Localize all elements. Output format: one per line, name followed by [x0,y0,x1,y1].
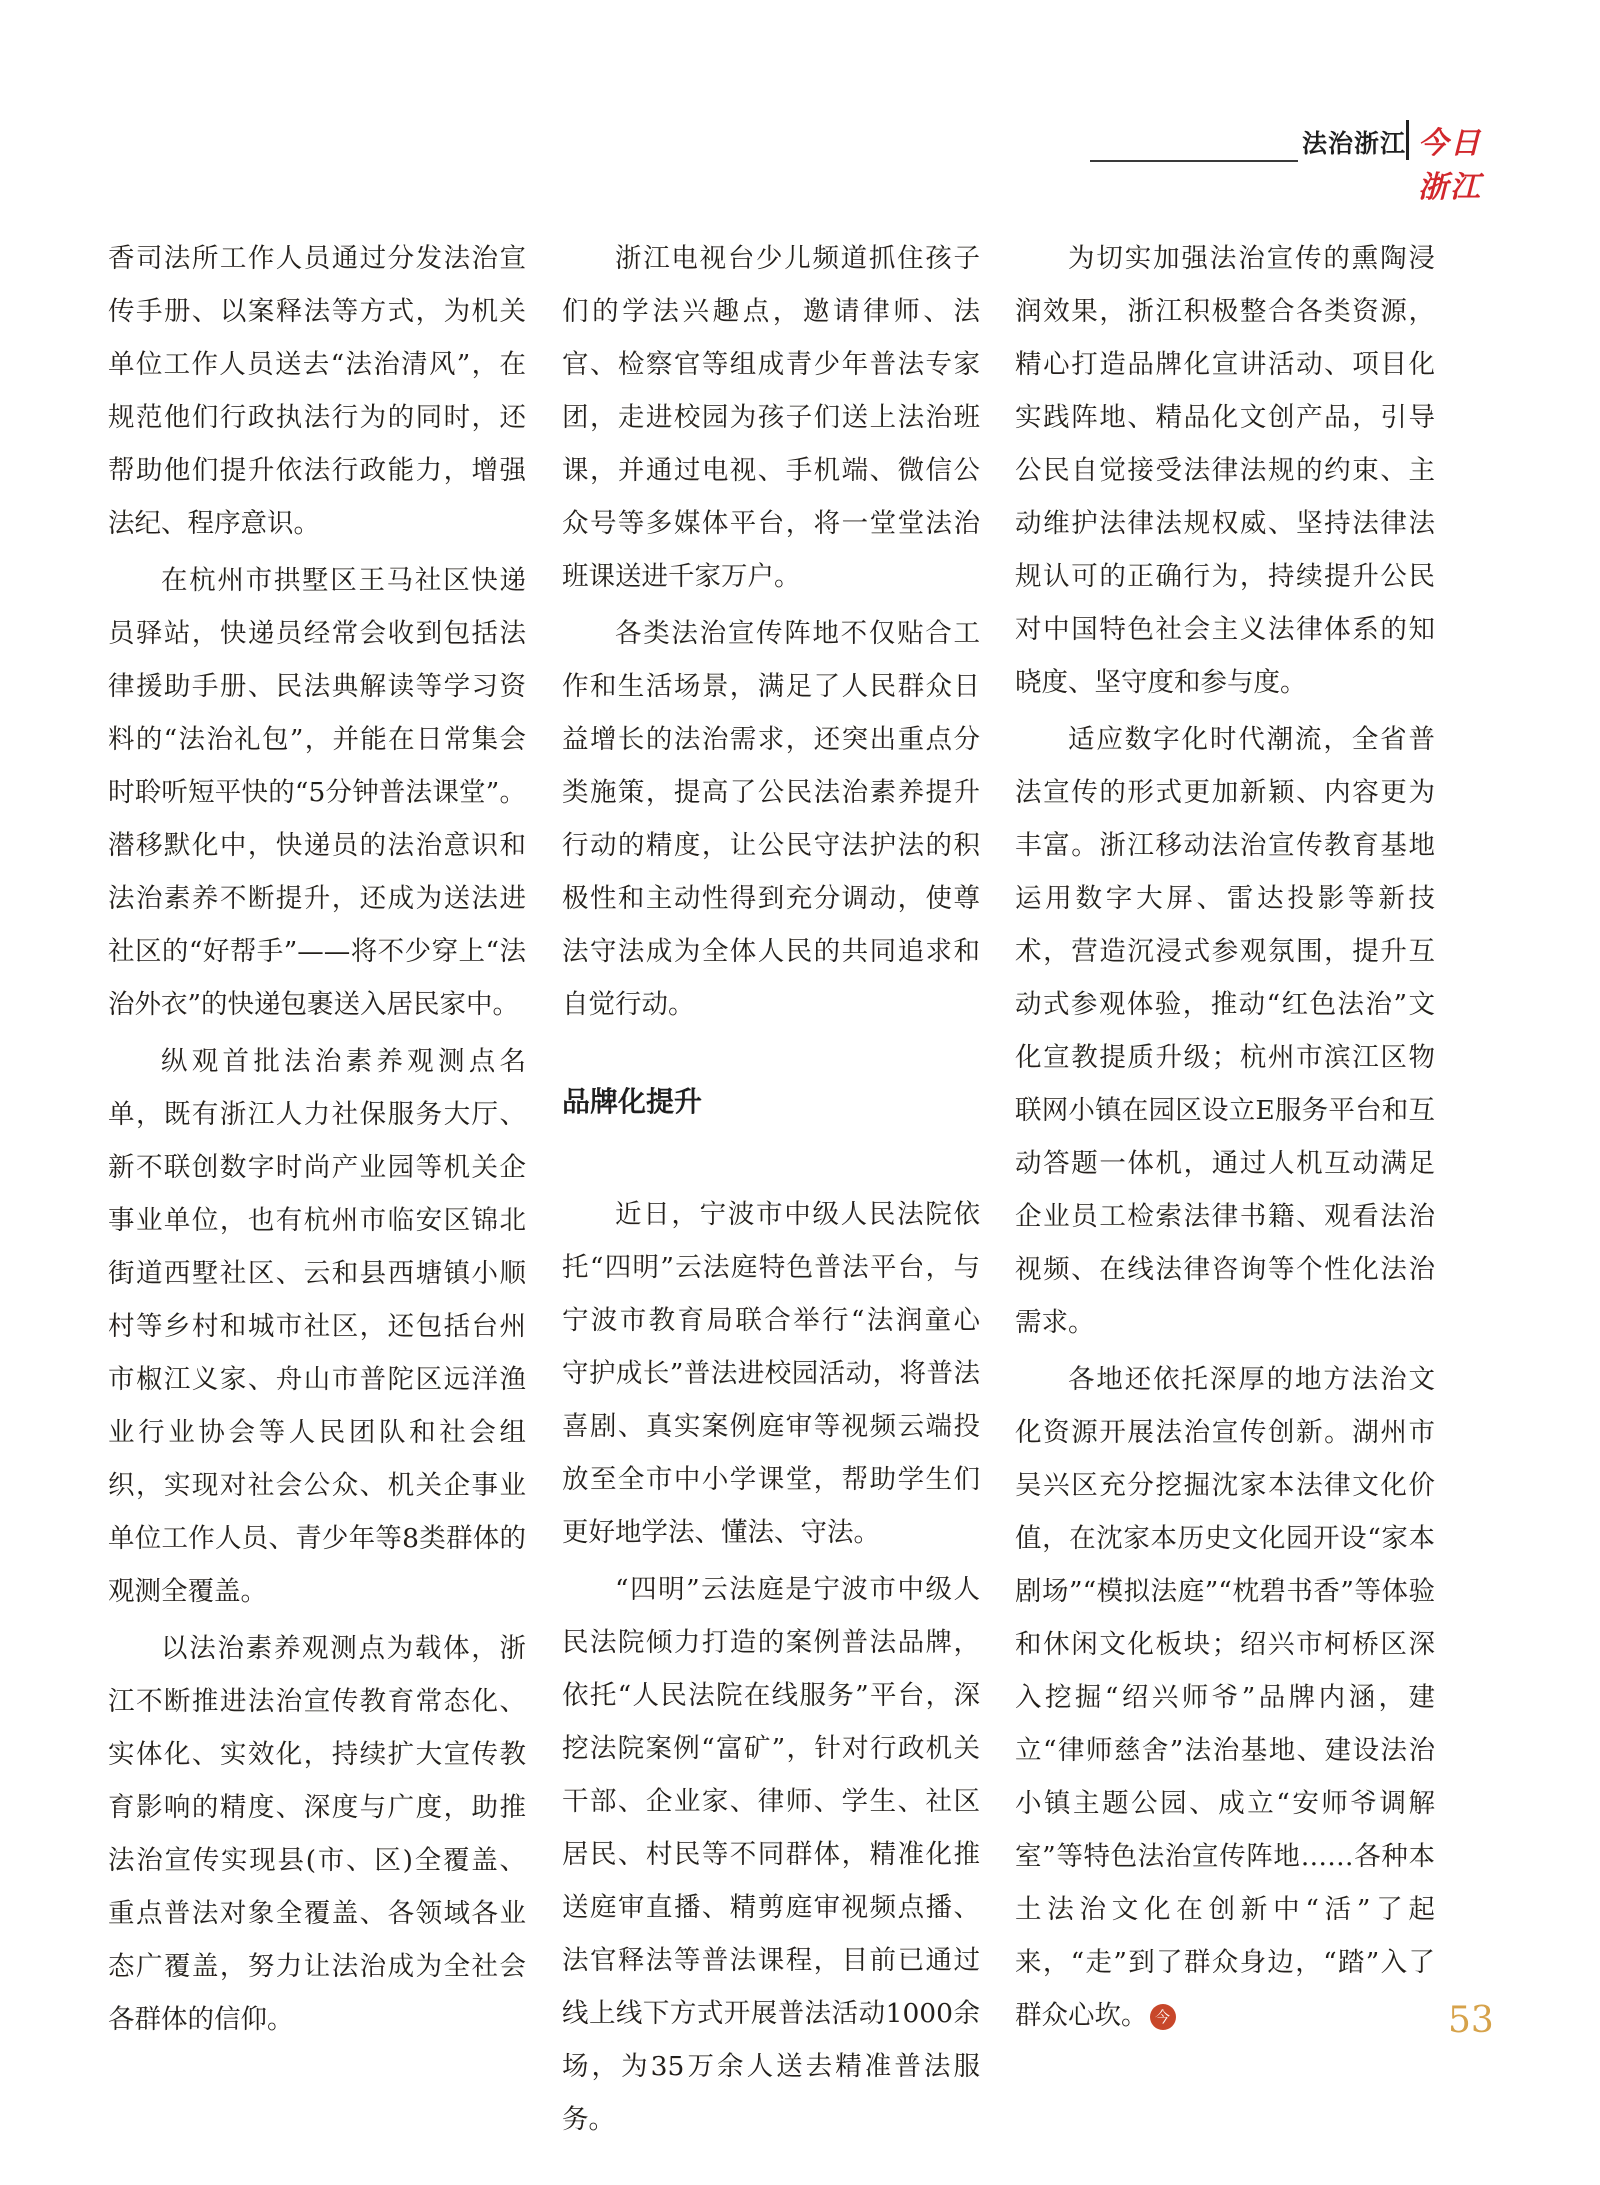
paragraph: 为切实加强法治宣传的熏陶浸润效果，浙江积极整合各类资源，精心打造品牌化宣讲活动、项目化实践阵地、精品化文创产品，引导公民自觉接受法律法规的约束、主动维护法律法规权威、坚持法律法规认可的正确行为，持续提升公民对中国特色社会主义法律体系的知晓度、坚守度和参与度。 [1015,243,1435,698]
paragraph: 在杭州市拱墅区王马社区快递员驿站，快递员经常会收到包括法律援助手册、民法典解读等学习资料的“法治礼包”，并能在日常集会时聆听短平快的“5分钟普法课堂”。潜移默化中，快递员的法治意识和法治素养不断提升，还成为送法进社区的“好帮手”——将不少穿上“法治外衣”的快递包裹送入居民家中。 [108,565,526,1020]
article-column-2 [562,232,980,2150]
header-divider [1406,120,1409,160]
paragraph: 以法治素养观测点为载体，浙江不断推进法治宣传教育常态化、实体化、实效化，持续扩大宣传教育影响的精度、深度与广度，助推法治宣传实现县(市、区)全覆盖、重点普法对象全覆盖、各领域各业态广覆盖，努力让法治成为全社会各群体的信仰。 [108,1633,526,2035]
section-heading: 品牌化提升 [562,1085,703,1118]
article-column-1 [108,232,526,2050]
paragraph: “四明”云法庭是宁波市中级人民法院倾力打造的案例普法品牌，依托“人民法院在线服务”平台，深挖法院案例“富矿”，针对行政机关干部、企业家、律师、学生、社区居民、村民等不同群体，精准化推送庭审直播、精剪庭审视频点播、法官释法等普法课程，目前已通过线上线下方式开展普法活动1000余场，为35万余人送去精准普法服务。 [562,1574,980,2135]
paragraph-text: 各地还依托深厚的地方法治文化资源开展法治宣传创新。湖州市吴兴区充分挖掘沈家本法律文化价值，在沈家本历史文化园开设“家本剧场”“模拟法庭”“枕碧书香”等体验和休闲文化板块；绍兴市柯桥区深入挖掘“绍兴师爷”品牌内涵，建立“律师慈舍”法治基地、建设法治小镇主题公园、成立“安师爷调解室”等特色法治宣传阵地……各种本土法治文化在创新中“活”了起来，“走”到了群众身边，“踏”入了群众心坎。 [1015,1364,1435,2031]
header-section-title: 法治浙江 [1302,129,1407,158]
paragraph: 近日，宁波市中级人民法院依托“四明”云法庭特色普法平台，与宁波市教育局联合举行“法润童心 守护成长”普法进校园活动，将普法喜剧、真实案例庭审等视频云端投放至全市中小学课堂，帮助学生们更好地学法、懂法、守法。 [562,1199,980,1548]
page-header [1090,118,1490,205]
paragraph: 各类法治宣传阵地不仅贴合工作和生活场景，满足了人民群众日益增长的法治需求，还突出重点分类施策，提高了公民法治素养提升行动的精度，让公民守法护法的积极性和主动性得到充分调动，使尊法守法成为全体人民的共同追求和自觉行动。 [562,618,980,1020]
paragraph: 适应数字化时代潮流，全省普法宣传的形式更加新颖、内容更为丰富。浙江移动法治宣传教育基地运用数字大屏、雷达投影等新技术，营造沉浸式参观氛围，提升互动式参观体验，推动“红色法治”文化宣教提质升级；杭州市滨江区物联网小镇在园区设立E服务平台和互动答题一体机，通过人机互动满足企业员工检索法律书籍、观看法治视频、在线法律咨询等个性化法治需求。 [1015,724,1435,1338]
paragraph: 浙江电视台少儿频道抓住孩子们的学法兴趣点，邀请律师、法官、检察官等组成青少年普法专家团，走进校园为孩子们送上法治班课，并通过电视、手机端、微信公众号等多媒体平台，将一堂堂法治班课送进千家万户。 [562,243,980,592]
page-number: 53 [1448,2000,1494,2041]
paragraph-final [1015,1353,1435,2042]
header-rule [1090,160,1298,162]
paragraph: 纵观首批法治素养观测点名单，既有浙江人力社保服务大厅、新不联创数字时尚产业园等机关企事业单位，也有杭州市临安区锦北街道西墅社区、云和县西塘镇小顺村等乡村和城市社区，还包括台州市椒江义家、舟山市普陀区远洋渔业行业协会等人民团队和社会组织，实现对社会公众、机关企事业单位工作人员、青少年等8类群体的观测全覆盖。 [108,1046,526,1607]
magazine-logo: 今日浙江 [1418,126,1482,205]
end-mark-icon: 今 [1150,2004,1176,2030]
article-column-3 [1015,232,1435,2046]
paragraph: 香司法所工作人员通过分发法治宣传手册、以案释法等方式，为机关单位工作人员送去“法治清风”，在规范他们行政执法行为的同时，还帮助他们提升依法行政能力，增强法纪、程序意识。 [108,243,526,539]
